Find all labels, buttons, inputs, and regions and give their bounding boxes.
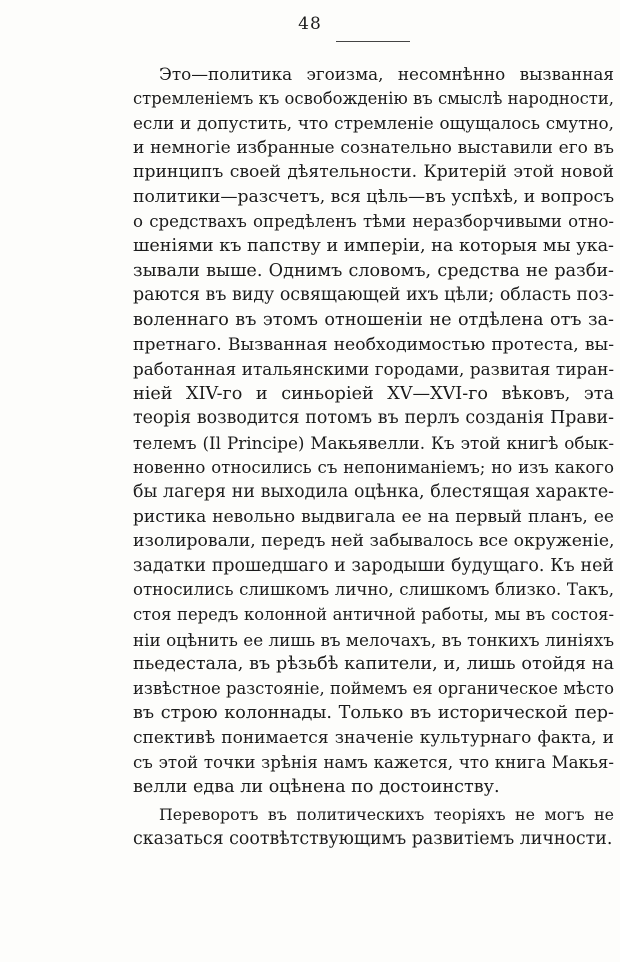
text-line: принципъ своей дѣятельности. Критерій этой новой [133,162,614,183]
text-line: пьедестала, въ рѣзьбѣ капители, и, лишь отойдя на [133,654,614,675]
text-line: въ строю колоннады. Только въ исторической пер- [133,703,614,724]
paragraph [133,803,614,852]
page-number: 48 [298,14,322,34]
text-line: работанная итальянскими городами, развитая тиран- [133,359,614,380]
text-line: сказаться соотвѣтствующимъ развитіемъ личности. [133,829,613,850]
text-line: ніей XIV-го и синьоріей XV—XVI-го вѣковъ, эта [133,383,614,404]
text-line: воленнаго въ этомъ отношеніи не отдѣлена отъ за- [133,309,614,330]
text-line: ристика невольно выдвигала ее на первый планъ, ее [133,506,614,527]
text-line: относились слишкомъ лично, слишкомъ близко. Такъ, [133,580,614,600]
text-line: претнаго. Вызванная необходимостью протеста, вы- [133,334,614,355]
text-line: теорія возводится потомъ въ перлъ созданія Прави- [133,408,614,429]
text-line: спективѣ понимается значеніе культурнаго факта, и [133,728,614,749]
text-line: задатки прошедшаго и зародыши будущаго. Къ ней [133,555,614,576]
text-line: изолировали, передъ ней забывалось все окруженіе, [133,531,615,552]
body-text [133,62,614,852]
text-line: стремленіемъ къ освобожденію въ смыслѣ народности, [133,88,614,108]
text-line: и немногіе избранные сознательно выставили его въ [133,137,614,158]
text-line: о средствахъ опредѣленъ тѣми неразборчивыми отно- [133,211,614,231]
text-line: стоя передъ колонной античной работы, мы въ состоя- [133,605,614,625]
text-line: если и допустить, что стремленіе ощущалось смутно, [133,113,614,134]
text-line: Переворотъ въ политическихъ теоріяхъ не могъ не [159,804,614,824]
text-line: съ этой точки зрѣнія намъ кажется, что книга Макья- [133,752,614,772]
paragraph [133,62,614,800]
text-line: ніи оцѣнить ее лишь въ мелочахъ, въ тонкихъ линіяхъ [133,629,614,650]
text-line: шеніями къ папству и имперіи, на которыя мы ука- [133,236,614,257]
text-line: раются въ виду освящающей ихъ цѣли; область поз- [133,285,614,306]
text-line: телемъ (Il Principe) Макьявелли. Къ этой книгѣ обык- [133,432,614,453]
text-line: бы лагеря ни выходила оцѣнка, блестящая характе- [133,482,614,503]
header-rule [336,41,410,42]
text-line: новенно относились съ непониманіемъ; но изъ какого [133,457,614,477]
text-line: Это—политика эгоизма, несомнѣнно вызванная [159,64,614,84]
text-line: велли едва ли оцѣнена по достоинству. [133,777,500,798]
text-line: зывали выше. Однимъ словомъ, средства не разби- [133,260,614,281]
text-line: политики—разсчетъ, вся цѣль—въ успѣхѣ, и вопросъ [133,186,615,207]
text-line: извѣстное разстояніе, поймемъ ея органическое мѣсто [133,678,614,698]
